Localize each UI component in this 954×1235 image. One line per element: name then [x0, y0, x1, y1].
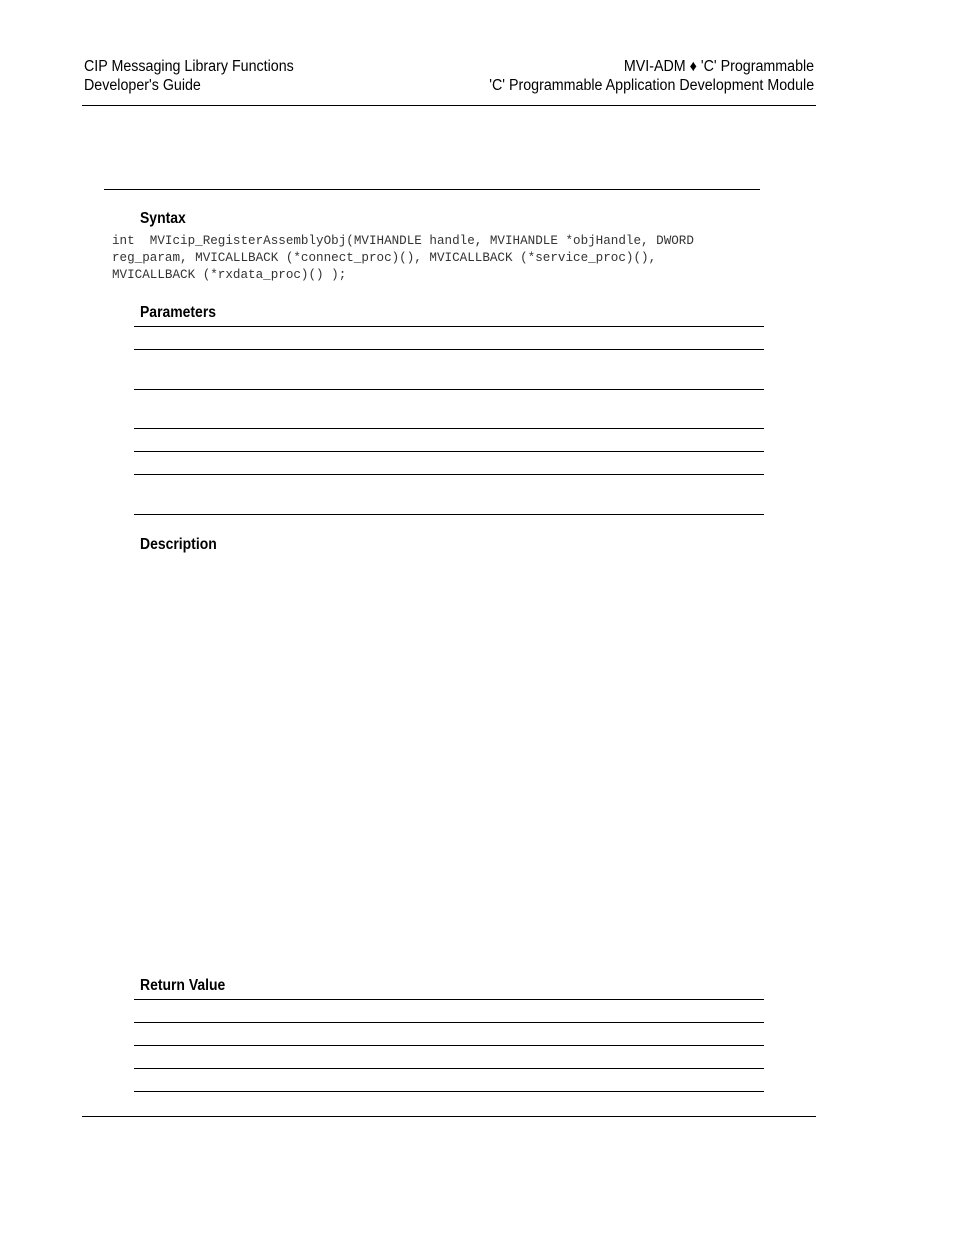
header-divider — [82, 105, 816, 106]
header-product-description: 'C' Programmable Application Development Module — [489, 77, 814, 94]
return-value-table-rule — [134, 1022, 764, 1023]
page-header-left — [84, 57, 294, 95]
parameters-table-rule — [134, 451, 764, 452]
syntax-code: int MVIcip_RegisterAssemblyObj(MVIHANDLE handle, MVIHANDLE *objHandle, DWORD reg_param, MVICALLBACK (*connect_proc)(), MVICALLBACK (*service_proc)(), MVICALLBACK (*rxdata_proc)() ); — [112, 234, 694, 282]
parameters-heading: Parameters — [140, 304, 217, 321]
return-value-table-rule — [134, 1091, 764, 1092]
syntax-heading: Syntax — [140, 210, 186, 227]
description-heading: Description — [140, 536, 217, 553]
parameters-table-rule — [134, 474, 764, 475]
return-value-table-rule — [134, 1068, 764, 1069]
header-document-subtitle: Developer's Guide — [84, 77, 201, 94]
page-header-right — [489, 57, 814, 95]
parameters-table-rule — [134, 428, 764, 429]
return-value-table-rule — [134, 999, 764, 1000]
header-product-name: MVI-ADM ♦ 'C' Programmable — [623, 58, 814, 75]
parameters-table-rule — [134, 389, 764, 390]
header-document-title: CIP Messaging Library Functions — [84, 58, 294, 75]
return-value-heading: Return Value — [140, 977, 226, 994]
return-value-table-rule — [134, 1045, 764, 1046]
parameters-table-rule — [134, 514, 764, 515]
function-title-divider — [104, 189, 760, 190]
parameters-table-rule — [134, 349, 764, 350]
footer-divider — [82, 1116, 816, 1117]
parameters-table-rule — [134, 326, 764, 327]
